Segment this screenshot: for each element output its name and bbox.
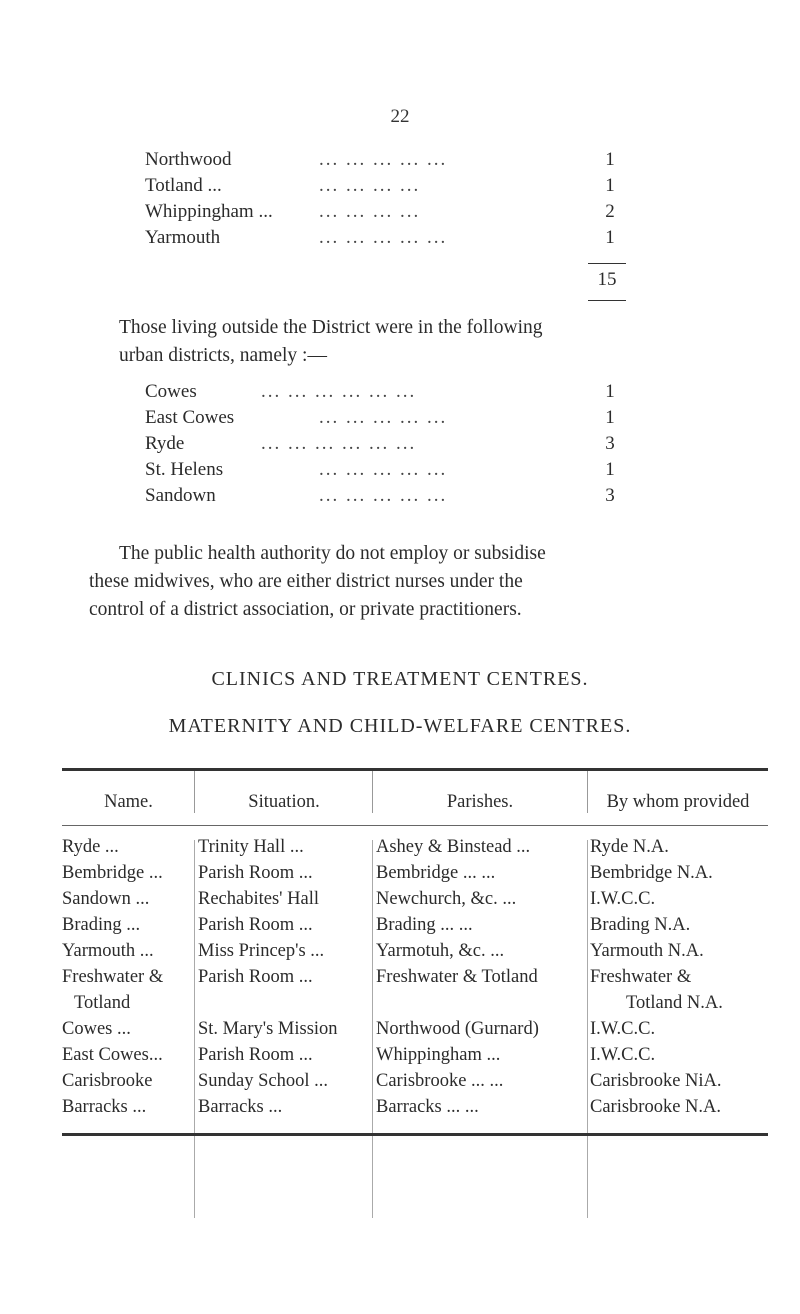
list-item — [145, 431, 625, 457]
heading-clinics: CLINICS AND TREATMENT CENTRES. — [211, 668, 589, 690]
cell-provided: I.W.C.C. — [590, 889, 656, 909]
column-divider — [587, 840, 588, 1218]
cell-name: Barracks ... — [62, 1097, 147, 1117]
list-item — [145, 379, 625, 405]
leader-dots: ... ... ... ... — [319, 175, 421, 196]
cell-provided: I.W.C.C. — [590, 1045, 656, 1065]
list-item-count: 3 — [605, 433, 615, 454]
cell-name: Sandown ... — [62, 889, 150, 909]
list-item-count: 3 — [605, 485, 615, 506]
cell-parishes: Freshwater & Totland — [376, 967, 538, 987]
cell-parishes: Whippingham ... — [376, 1045, 501, 1065]
cell-provided: Yarmouth N.A. — [590, 941, 704, 961]
list-item-count: 1 — [605, 407, 615, 428]
paragraph-line: these midwives, who are either district nurses under the — [89, 571, 523, 592]
cell-situation: Parish Room ... — [198, 863, 313, 883]
list-item-count: 1 — [605, 149, 615, 170]
cell-name: Brading ... — [62, 915, 141, 935]
list-item-count: 1 — [605, 381, 615, 402]
cell-parishes: Ashey & Binstead ... — [376, 837, 531, 857]
cell-parishes: Brading ... ... — [376, 915, 473, 935]
cell-provided: Brading N.A. — [590, 915, 691, 935]
table-top-rule — [62, 768, 768, 771]
paragraph-line: Those living outside the District were in the following — [119, 317, 543, 338]
cell-name: Totland — [74, 993, 131, 1013]
list-item-name: Whippingham ... — [145, 201, 273, 222]
list-item — [145, 225, 625, 251]
list-item — [145, 147, 625, 173]
sum-rule — [588, 300, 626, 301]
cell-provided: Carisbrooke NiA. — [590, 1071, 722, 1091]
cell-provided: Totland N.A. — [626, 993, 723, 1013]
cell-provided: I.W.C.C. — [590, 1019, 656, 1039]
column-divider — [372, 840, 373, 1218]
page-number: 22 — [390, 106, 410, 127]
header-situation: Situation. — [248, 792, 320, 812]
list-item — [145, 457, 625, 483]
cell-parishes: Newchurch, &c. ... — [376, 889, 517, 909]
list-item-count: 2 — [605, 201, 615, 222]
list-item-count: 1 — [605, 175, 615, 196]
table-bottom-rule — [62, 1133, 768, 1136]
header-name: Name. — [104, 792, 153, 812]
cell-name: Freshwater & — [62, 967, 164, 987]
leader-dots: ... ... ... ... ... — [319, 227, 448, 248]
cell-name: East Cowes... — [62, 1045, 163, 1065]
cell-parishes: Bembridge ... ... — [376, 863, 496, 883]
cell-name: Cowes ... — [62, 1019, 131, 1039]
list-item-name: Sandown — [145, 485, 216, 506]
cell-situation: Miss Princep's ... — [198, 941, 325, 961]
cell-situation: Parish Room ... — [198, 967, 313, 987]
paragraph-outside-district — [119, 314, 759, 370]
leader-dots: ... ... ... ... ... — [319, 407, 448, 428]
leader-dots: ... ... ... ... — [319, 201, 421, 222]
list-item — [145, 173, 625, 199]
cell-parishes: Northwood (Gurnard) — [376, 1019, 539, 1039]
header-provided: By whom provided — [606, 792, 750, 812]
leader-dots: ... ... ... ... ... ... — [261, 433, 417, 454]
header-parishes: Parishes. — [446, 792, 514, 812]
list-item-count: 1 — [605, 227, 615, 248]
cell-situation: Trinity Hall ... — [198, 837, 304, 857]
cell-situation: St. Mary's Mission — [198, 1019, 338, 1039]
list-item-name: East Cowes — [145, 407, 235, 428]
cell-name: Carisbrooke — [62, 1071, 153, 1091]
list-item-name: Totland ... — [145, 175, 222, 196]
leader-dots: ... ... ... ... ... ... — [261, 381, 417, 402]
paragraph-line: The public health authority do not employ or subsidise — [119, 543, 546, 564]
header-rule — [62, 825, 768, 826]
list-item-name: Yarmouth — [145, 227, 221, 248]
cell-situation: Barracks ... — [198, 1097, 283, 1117]
heading-maternity: MATERNITY AND CHILD-WELFARE CENTRES. — [168, 715, 632, 737]
cell-provided: Ryde N.A. — [590, 837, 669, 857]
cell-situation: Parish Room ... — [198, 1045, 313, 1065]
cell-parishes: Carisbrooke ... ... — [376, 1071, 504, 1091]
list-item-name: Northwood — [145, 149, 232, 170]
column-divider — [194, 840, 195, 1218]
cell-situation: Sunday School ... — [198, 1071, 329, 1091]
cell-situation: Rechabites' Hall — [198, 889, 319, 909]
cell-situation: Parish Room ... — [198, 915, 313, 935]
list-item — [145, 483, 625, 509]
paragraph-line: urban districts, namely :— — [119, 345, 327, 366]
list-item-count: 1 — [605, 459, 615, 480]
cell-name: Ryde ... — [62, 837, 119, 857]
list-item-name: Ryde — [145, 433, 185, 454]
paragraph-line: control of a district association, or private practitioners. — [89, 599, 522, 620]
list-item — [145, 405, 625, 431]
leader-dots: ... ... ... ... ... — [319, 459, 448, 480]
list-item-name: St. Helens — [145, 459, 224, 480]
leader-dots: ... ... ... ... ... — [319, 149, 448, 170]
cell-provided: Freshwater & — [590, 967, 692, 987]
list-total: 15 — [597, 269, 617, 290]
list-item — [145, 199, 625, 225]
cell-parishes: Barracks ... ... — [376, 1097, 479, 1117]
sum-rule — [588, 263, 626, 264]
leader-dots: ... ... ... ... ... — [319, 485, 448, 506]
cell-provided: Carisbrooke N.A. — [590, 1097, 722, 1117]
paragraph-midwives — [89, 540, 779, 624]
list-item-name: Cowes — [145, 381, 197, 402]
cell-parishes: Yarmotuh, &c. ... — [376, 941, 505, 961]
cell-name: Bembridge ... — [62, 863, 163, 883]
cell-provided: Bembridge N.A. — [590, 863, 713, 883]
cell-name: Yarmouth ... — [62, 941, 154, 961]
